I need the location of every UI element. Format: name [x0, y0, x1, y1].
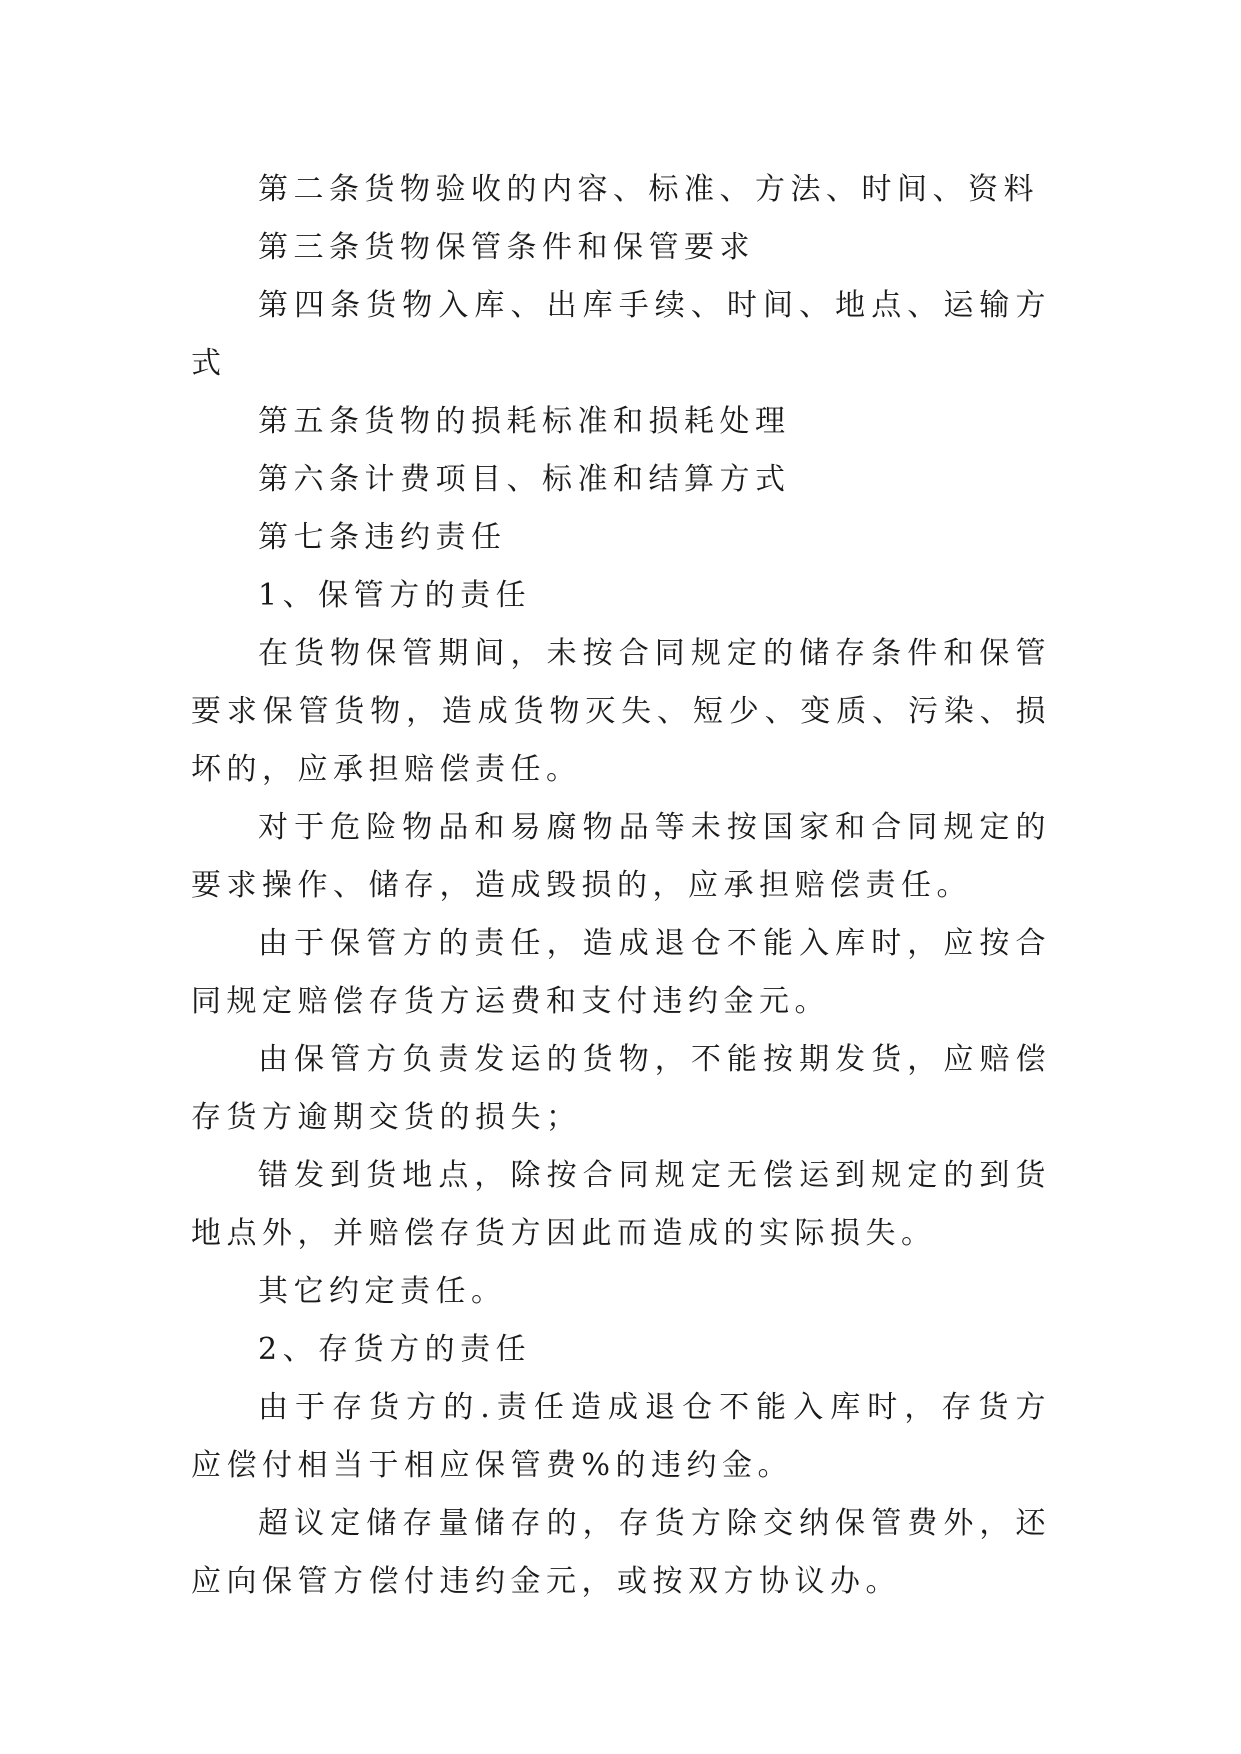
paragraph: 对于危险物品和易腐物品等未按国家和合同规定的要求操作、储存，造成毁损的，应承担赔偿责任。 [191, 810, 1051, 903]
article-5: 第五条货物的损耗标准和损耗处理 [258, 404, 791, 439]
paragraph: 其它约定责任。 [258, 1274, 507, 1309]
article-2: 第二条货物验收的内容、标准、方法、时间、资料 [258, 172, 1039, 207]
article-3: 第三条货物保管条件和保管要求 [258, 230, 755, 265]
document-body [191, 161, 1051, 1611]
article-6: 第六条计费项目、标准和结算方式 [258, 462, 791, 497]
paragraph: 错发到货地点，除按合同规定无偿运到规定的到货地点外，并赔偿存货方因此而造成的实际损失。 [191, 1158, 1051, 1251]
section-custodian-liability: 1、保管方的责任 [258, 578, 532, 613]
section-depositor-liability: 2、存货方的责任 [258, 1332, 532, 1367]
paragraph: 由保管方负责发运的货物，不能按期发货，应赔偿存货方逾期交货的损失； [191, 1042, 1051, 1135]
paragraph: 由于存货方的.责任造成退仓不能入库时，存货方应偿付相当于相应保管费%的违约金。 [191, 1390, 1051, 1483]
article-4: 第四条货物入库、出库手续、时间、地点、运输方式 [191, 288, 1051, 381]
paragraph: 在货物保管期间，未按合同规定的储存条件和保管要求保管货物，造成货物灭失、短少、变质、污染、损坏的，应承担赔偿责任。 [191, 636, 1051, 787]
paragraph: 超议定储存量储存的，存货方除交纳保管费外，还应向保管方偿付违约金元，或按双方协议办。 [191, 1506, 1051, 1599]
paragraph: 由于保管方的责任，造成退仓不能入库时，应按合同规定赔偿存货方运费和支付违约金元。 [191, 926, 1051, 1019]
article-7: 第七条违约责任 [258, 520, 507, 555]
